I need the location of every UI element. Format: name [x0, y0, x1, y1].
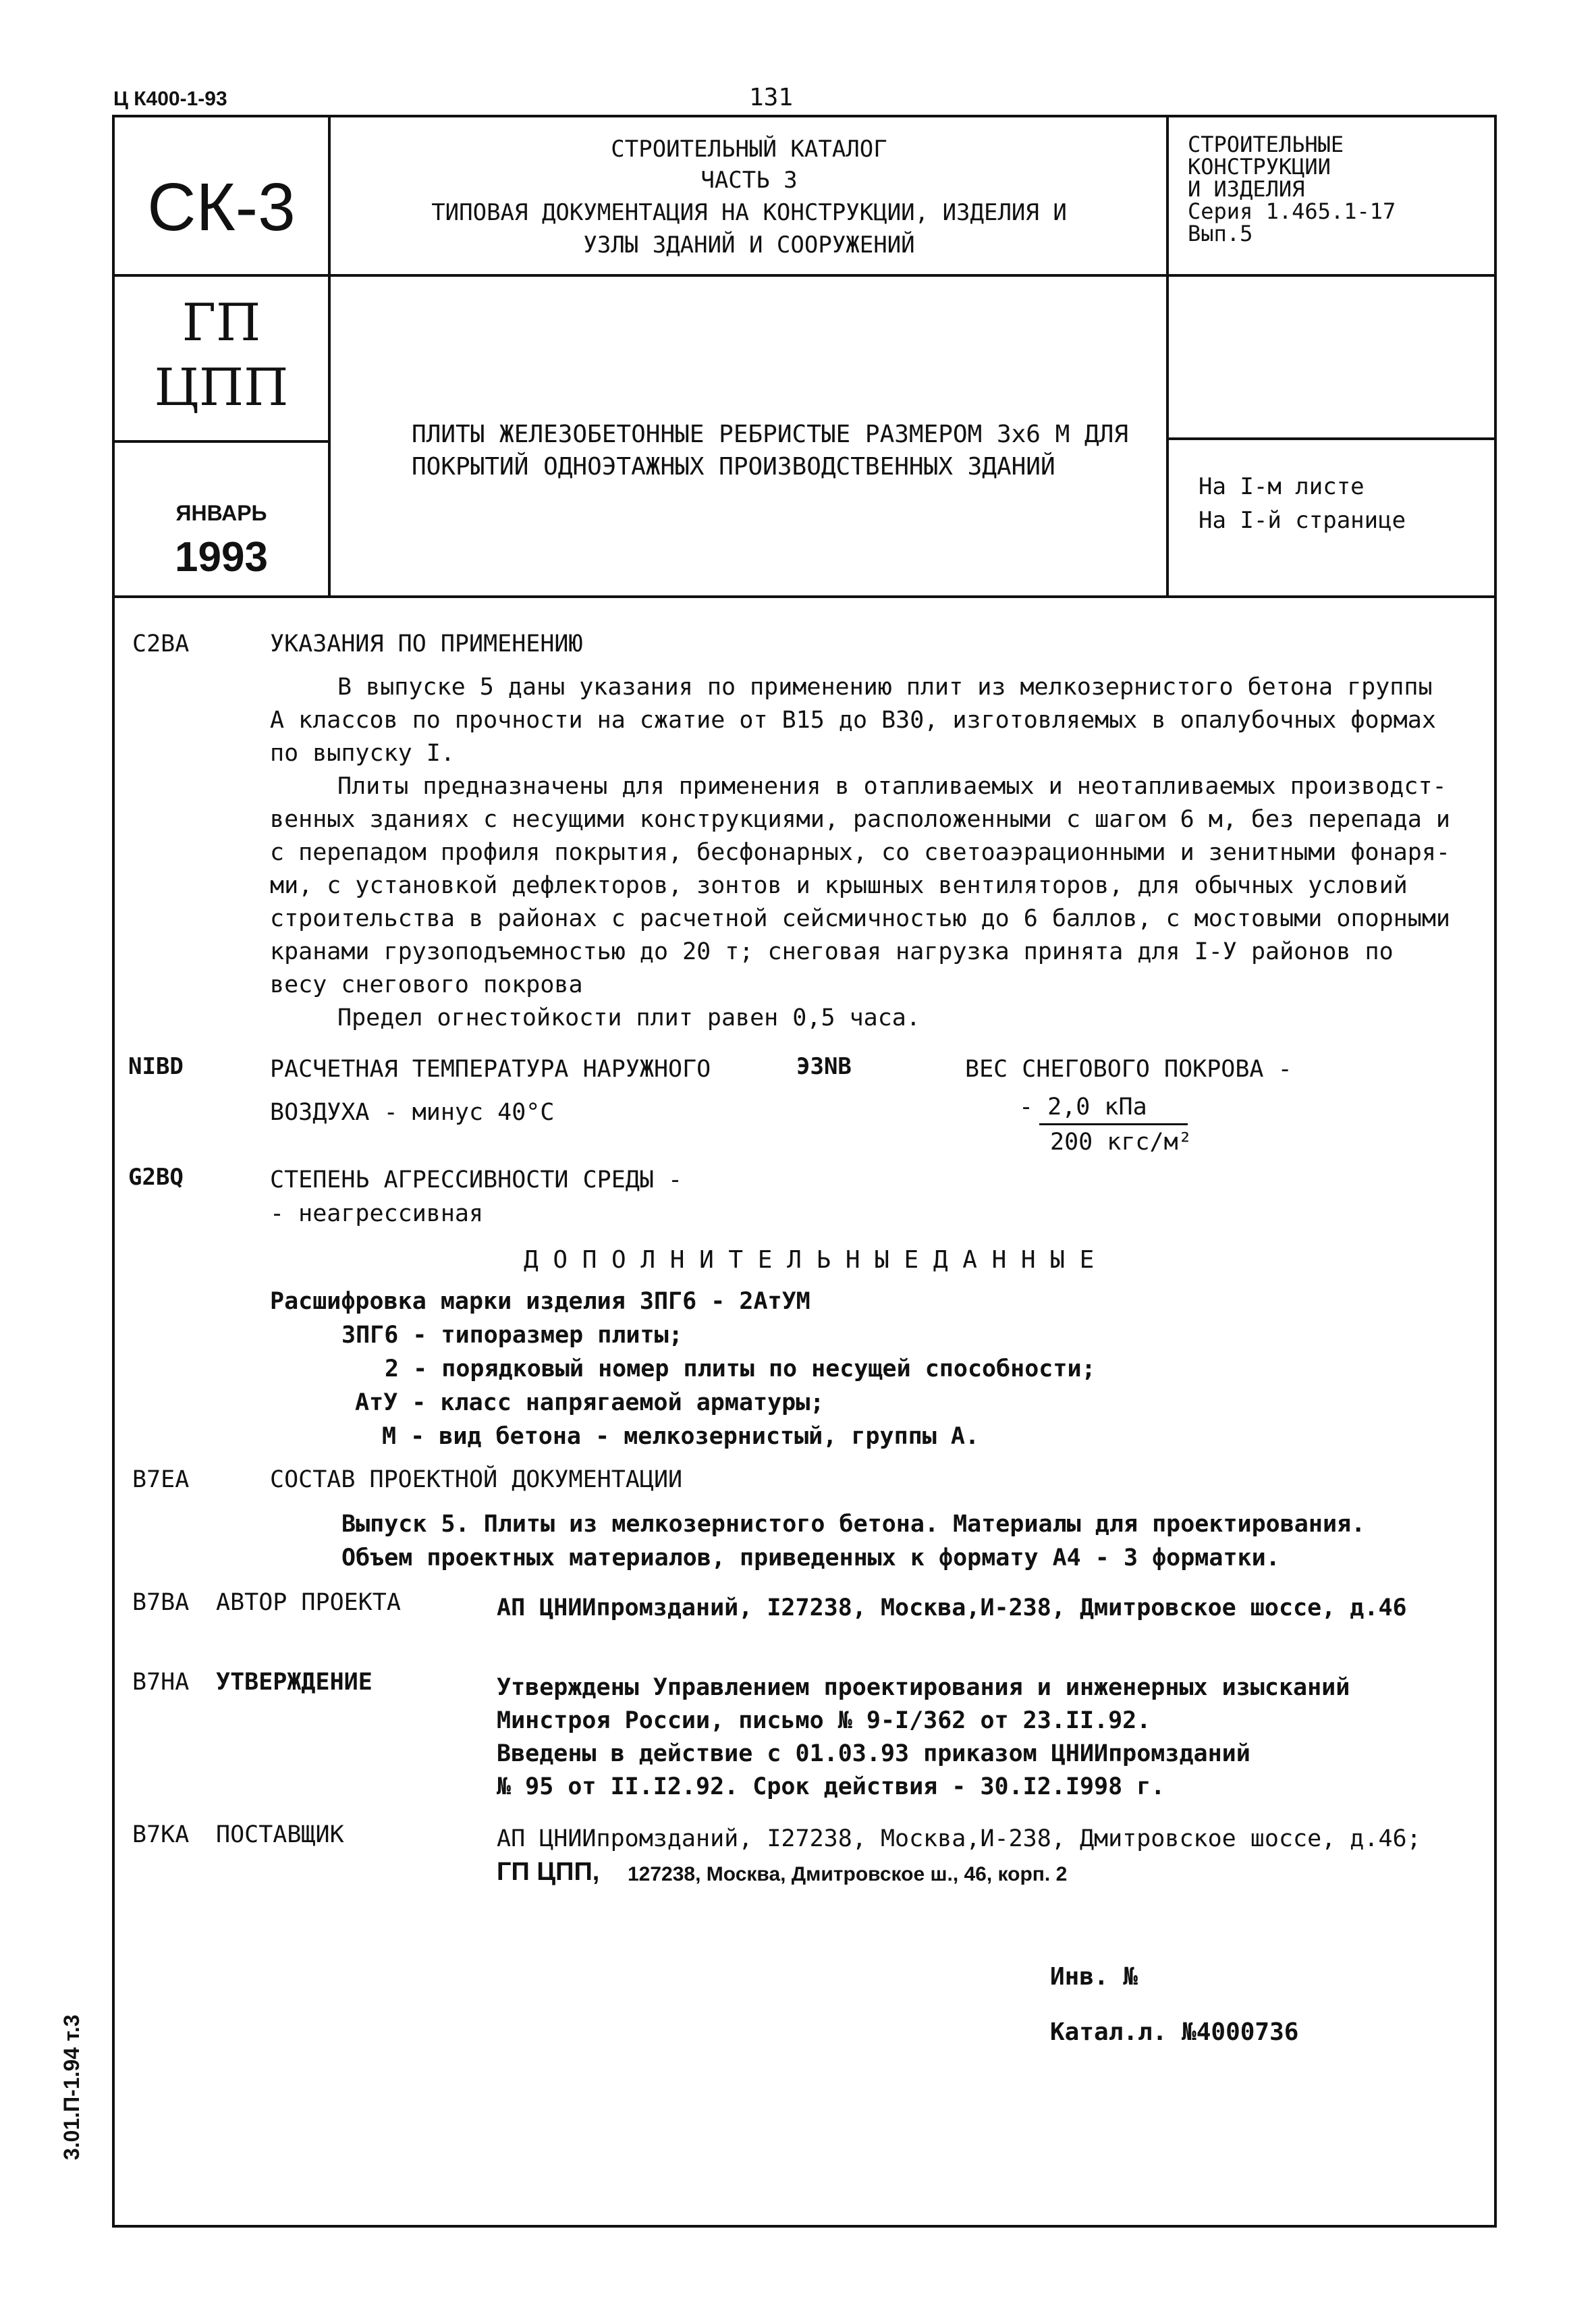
section-code: В7ЕА — [132, 1466, 190, 1493]
snow-kgs: 200 кгс/м² — [1050, 1129, 1192, 1156]
temperature-value: ВОЗДУХА - минус 40°С — [270, 1099, 555, 1126]
marking-line: АтУ - класс напрягаемой арматуры; — [355, 1389, 825, 1416]
section-code: В7НА — [132, 1669, 190, 1696]
release-year: 1993 — [175, 534, 268, 581]
title-line: ПЛИТЫ ЖЕЛЕЗОБЕТОННЫЕ РЕБРИСТЫЕ РАЗМЕРОМ 3х6 М ДЛЯ — [412, 421, 1129, 448]
section-code: В7КА — [132, 1821, 190, 1848]
documentation-line: Объем проектных материалов, приведенных к формату А4 - 3 форматки. — [341, 1544, 1280, 1571]
text-line: с перепадом профиля покрытия, бесфонарных, со светоаэрационными и зенитными фонаря- — [270, 839, 1450, 866]
text-line: Предел огнестойкости плит равен 0,5 часа. — [337, 1004, 920, 1031]
catalog-sheet-number: Катал.л. №4000736 — [1050, 2018, 1299, 2046]
author-text: АП ЦНИИпромзданий, I27238, Москва,И-238, Дмитровское шоссе, д.46 — [497, 1594, 1407, 1621]
text-line: Введены в действие с 01.03.93 приказом ЦНИИпромзданий — [497, 1740, 1250, 1767]
series-block — [1188, 134, 1396, 245]
series-line: КОНСТРУКЦИИ — [1188, 154, 1331, 180]
text-line: № 95 от II.I2.92. Срок действия - 30.I2.I998 г. — [497, 1773, 1165, 1800]
marking-line: 2 - порядковый номер плиты по несущей способности; — [385, 1355, 1096, 1382]
sheet-info — [1199, 470, 1406, 537]
catalog-title: СТРОИТЕЛЬНЫЙ КАТАЛОГ — [611, 136, 887, 163]
section-heading: АВТОР ПРОЕКТА — [216, 1589, 401, 1616]
marking-line: М - вид бетона - мелкозернистый, группы А. — [382, 1423, 980, 1450]
page-count: На I-й странице — [1199, 507, 1406, 534]
additional-data-heading: Д О П О Л Н И Т Е Л Ь Н Ы Е Д А Н Н Ы Е — [524, 1246, 1095, 1274]
text-line: Минстроя России, письмо № 9-I/362 от 23.II.92. — [497, 1707, 1151, 1734]
section-code: NIBD — [128, 1053, 184, 1080]
section-heading: ПОСТАВЩИК — [216, 1821, 344, 1848]
text-line: В выпуске 5 даны указания по применению плит из мелкозернистого бетона группы — [337, 674, 1433, 701]
snow-kpa: - 2,0 кПа — [1019, 1094, 1147, 1121]
aggressiveness-label: СТЕПЕНЬ АГРЕССИВНОСТИ СРЕДЫ - — [270, 1166, 683, 1193]
page-number: 131 — [749, 84, 794, 111]
fraction-line — [1039, 1123, 1188, 1125]
catalog-subtitle: УЗЛЫ ЗДАНИЙ И СООРУЖЕНИЙ — [583, 232, 915, 259]
section-heading: СОСТАВ ПРОЕКТНОЙ ДОКУМЕНТАЦИИ — [270, 1466, 683, 1493]
section-code: ЭЗNВ — [796, 1053, 852, 1080]
organization-line: ЦПП — [154, 357, 289, 417]
organization — [115, 290, 328, 420]
text-line: весу снегового покрова — [270, 971, 583, 998]
text-line: строительства в районах с расчетной сейсмичностью до 6 баллов, с мостовыми опорными — [270, 905, 1450, 932]
marking-line: 3ПГ6 - типоразмер плиты; — [341, 1322, 683, 1349]
series-line: И ИЗДЕЛИЯ — [1188, 176, 1305, 202]
supplier-org: ГП ЦПП, — [497, 1858, 600, 1886]
text-line: ми, с установкой дефлекторов, зонтов и крышных вентиляторов, для обычных условий — [270, 872, 1408, 899]
organization-line: ГП — [182, 292, 261, 352]
marking-title: Расшифровка марки изделия 3ПГ6 - 2АтУМ — [270, 1288, 810, 1315]
divider-header — [112, 274, 1497, 277]
section-code: G2BQ — [128, 1164, 184, 1191]
section-heading: УКАЗАНИЯ ПО ПРИМЕНЕНИЮ — [270, 630, 583, 657]
aggressiveness-value: - неагрессивная — [270, 1200, 484, 1227]
text-line: венных зданиях с несущими конструкциями, расположенными с шагом 6 м, без перепада и — [270, 806, 1450, 833]
snow-label: ВЕС СНЕГОВОГО ПОКРОВА - — [965, 1056, 1292, 1083]
divider-body — [112, 595, 1497, 598]
text-line: А классов по прочности на сжатие от В15 до В30, изготовляемых в опалубочных формах — [270, 707, 1436, 734]
section-heading: УТВЕРЖДЕНИЕ — [216, 1669, 373, 1696]
divider-sheet — [1166, 437, 1497, 440]
series-line: СТРОИТЕЛЬНЫЕ — [1188, 132, 1344, 157]
inventory-number: Инв. № — [1050, 1963, 1138, 1991]
publisher-code: СК-3 — [147, 169, 296, 245]
section-code: В7ВА — [132, 1589, 190, 1616]
catalog-part: ЧАСТЬ 3 — [700, 167, 798, 194]
release-month: ЯНВАРЬ — [175, 501, 267, 525]
application-notes — [270, 671, 1471, 1035]
supplier-address: 127238, Москва, Дмитровское ш., 46, корп. 2 — [628, 1863, 1068, 1885]
text-line: кранами грузоподъемностью до 20 т; снеговая нагрузка принята для I-У районов по — [270, 938, 1394, 965]
divider-org — [112, 440, 329, 443]
approval-text — [497, 1671, 1350, 1804]
document-code: Ц К400-1-93 — [113, 88, 227, 110]
temperature-label: РАСЧЕТНАЯ ТЕМПЕРАТУРА НАРУЖНОГО — [270, 1056, 711, 1083]
document-title — [412, 419, 1128, 483]
issue-number: Вып.5 — [1188, 221, 1253, 246]
sheet-count: На I-м листе — [1199, 473, 1365, 500]
title-line: ПОКРЫТИЙ ОДНОЭТАЖНЫХ ПРОИЗВОДСТВЕННЫХ ЗДАНИЙ — [412, 453, 1055, 481]
catalog-subtitle: ТИПОВАЯ ДОКУМЕНТАЦИЯ НА КОНСТРУКЦИИ, ИЗДЕЛИЯ И — [431, 199, 1067, 226]
text-line: Плиты предназначены для применения в отапливаемых и неотапливаемых производст- — [337, 773, 1447, 800]
text-line: Утверждены Управлением проектирования и инженерных изысканий — [497, 1674, 1350, 1701]
section-code: С2ВА — [132, 630, 190, 657]
text-line: по выпуску I. — [270, 740, 455, 767]
supplier-line: АП ЦНИИпромзданий, I27238, Москва,И-238, Дмитровское шоссе, д.46; — [497, 1825, 1421, 1852]
side-stamp: 3.01.П-1.94 т.3 — [59, 2014, 84, 2160]
documentation-line: Выпуск 5. Плиты из мелкозернистого бетона. Материалы для проектирования. — [341, 1511, 1366, 1538]
series-number: Серия 1.465.1-17 — [1188, 198, 1396, 224]
